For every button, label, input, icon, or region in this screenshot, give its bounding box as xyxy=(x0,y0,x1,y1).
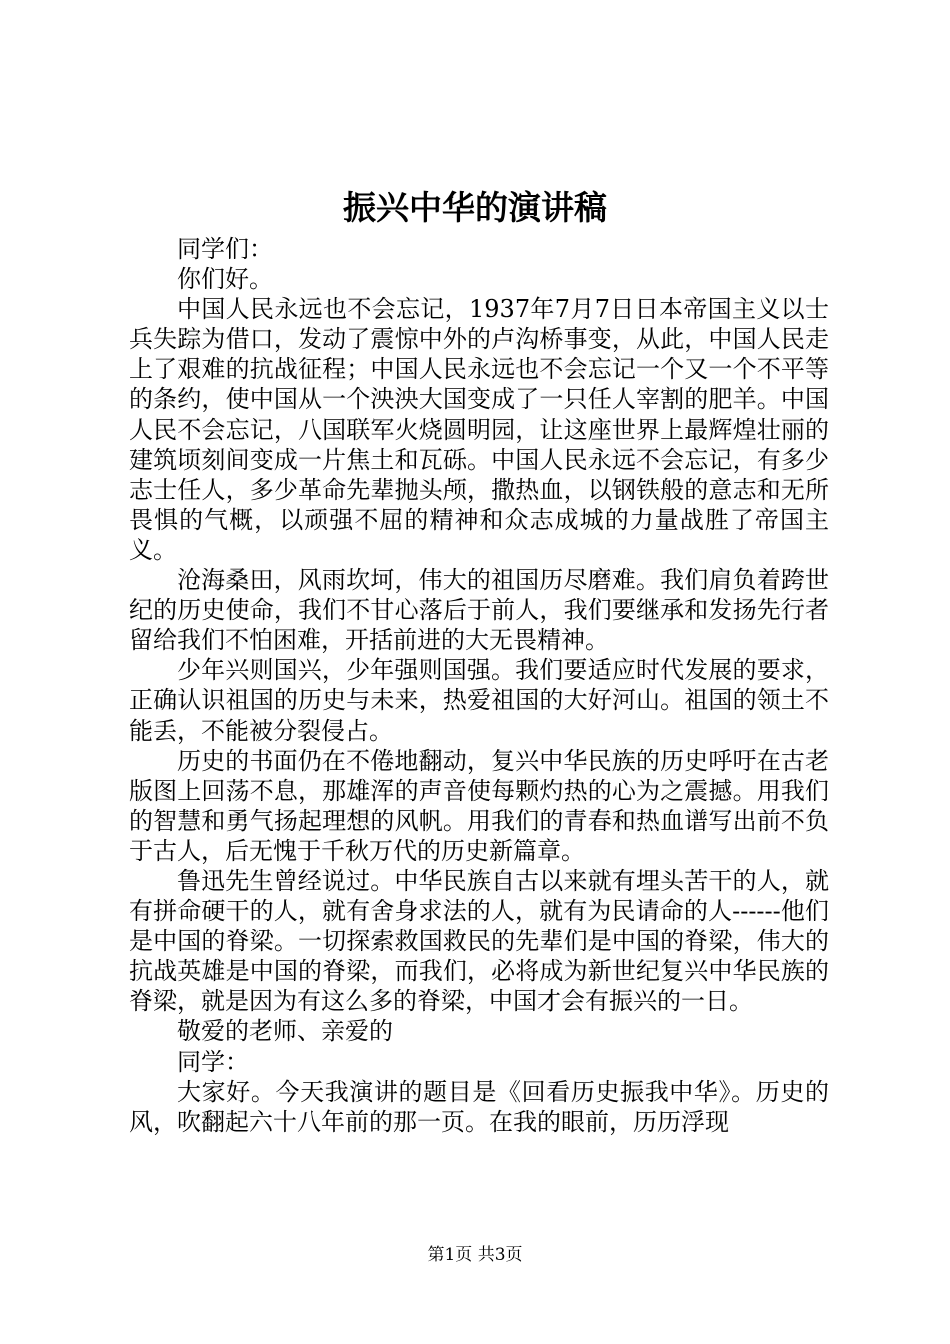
document-title: 振兴中华的演讲稿 xyxy=(343,188,607,227)
paragraph-salutation-3: 同学： xyxy=(177,1047,249,1076)
paragraph: 鲁迅先生曾经说过。中华民族自古以来就有埋头苦干的人，就有拼命硬干的人，就有舍身求法的人，就有为民请命的人------他们是中国的脊梁。一切探索救国救民的先辈们是中国的脊梁，伟大的抗战英雄是中国的脊梁，而我们，必将成为新世纪复兴中华民族的脊梁，就是因为有这么多的脊梁，中国才会有振兴的一日。 xyxy=(129,866,829,1016)
paragraph: 少年兴则国兴，少年强则国强。我们要适应时代发展的要求，正确认识祖国的历史与未来，热爱祖国的大好河山。祖国的领土不能丢，不能被分裂侵占。 xyxy=(129,656,829,745)
page-footer: 第1页 共3页 xyxy=(427,1245,523,1265)
paragraph: 沧海桑田，风雨坎坷，伟大的祖国历尽磨难。我们肩负着跨世纪的历史使命，我们不甘心落后于前人，我们要继承和发扬先行者留给我们不怕困难，开括前进的大无畏精神。 xyxy=(129,566,829,655)
paragraph-greeting: 你们好。 xyxy=(177,265,273,294)
paragraph-salutation: 同学们： xyxy=(177,235,273,263)
paragraph: 历史的书面仍在不倦地翻动，复兴中华民族的历史呼吁在古老版图上回荡不息，那雄浑的声音使每颗灼热的心为之震撼。用我们的智慧和勇气扬起理想的风帆。用我们的青春和热血谱写出前不负于古人，后无愧于千秋万代的历史新篇章。 xyxy=(129,746,829,865)
paragraph: 大家好。今天我演讲的题目是《回看历史振我中华》。历史的风，吹翻起六十八年前的那一页。在我的眼前，历历浮现 xyxy=(129,1077,829,1136)
paragraph: 中国人民永远也不会忘记，1937年7月7日日本帝国主义以士兵失踪为借口，发动了震惊中外的卢沟桥事变，从此，中国人民走上了艰难的抗战征程；中国人民永远也不会忘记一个又一个不平等的条约，使中国从一个泱泱大国变成了一只任人宰割的肥羊。中国人民不会忘记，八国联军火烧圆明园，让这座世界上最辉煌壮丽的建筑顷刻间变成一片焦土和瓦砾。中国人民永远不会忘记，有多少志士任人，多少革命先辈抛头颅，撒热血，以钢铁般的意志和无所畏惧的气概，以顽强不屈的精神和众志成城的力量战胜了帝国主义。 xyxy=(129,295,829,564)
document-body xyxy=(129,234,829,1137)
paragraph-salutation-2: 敬爱的老师、亲爱的 xyxy=(177,1017,393,1046)
